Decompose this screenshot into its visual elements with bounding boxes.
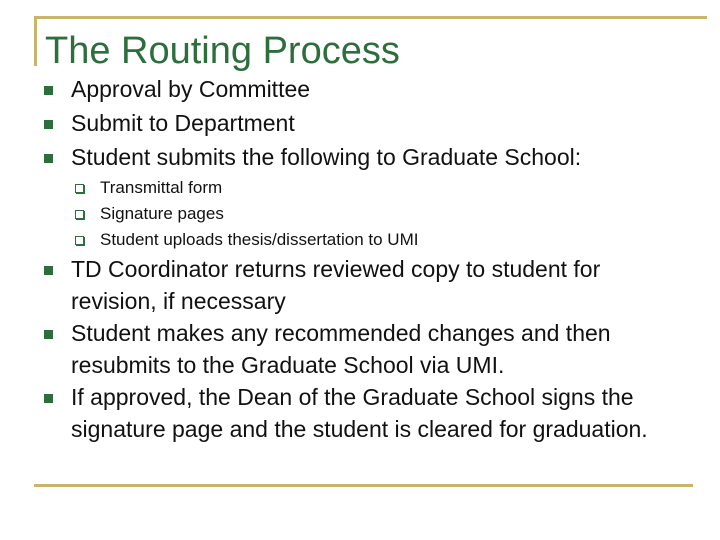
sub-bullet-text: Student uploads thesis/dissertation to UMI bbox=[100, 230, 419, 249]
bullet-text: If approved, the Dean of the Graduate School signs the signature page and the student is cleared for graduation. bbox=[71, 384, 648, 442]
sub-bullet-text: Transmittal form bbox=[100, 178, 223, 197]
square-bullet-icon bbox=[44, 86, 53, 95]
hollow-square-bullet-icon bbox=[75, 236, 84, 245]
hollow-square-bullet-icon bbox=[75, 184, 84, 193]
square-bullet-icon bbox=[44, 330, 53, 339]
square-bullet-icon bbox=[44, 266, 53, 275]
frame-left-rule bbox=[34, 16, 37, 66]
bullet-text: Approval by Committee bbox=[71, 76, 311, 102]
bullet-text: TD Coordinator returns reviewed copy to student for revision, if necessary bbox=[71, 256, 601, 314]
frame-top-rule bbox=[34, 16, 707, 19]
bullet-text: Student submits the following to Graduate School: bbox=[71, 144, 582, 170]
bullet-text: Submit to Department bbox=[71, 110, 295, 136]
hollow-square-bullet-icon bbox=[75, 210, 84, 219]
square-bullet-icon bbox=[44, 154, 53, 163]
sub-bullet-text: Signature pages bbox=[100, 204, 224, 223]
square-bullet-icon bbox=[44, 120, 53, 129]
bullet-text: Student makes any recommended changes and then resubmits to the Graduate School via UMI. bbox=[71, 320, 611, 378]
square-bullet-icon bbox=[44, 394, 53, 403]
slide-title: The Routing Process bbox=[45, 30, 400, 72]
frame-bottom-rule bbox=[34, 484, 693, 487]
